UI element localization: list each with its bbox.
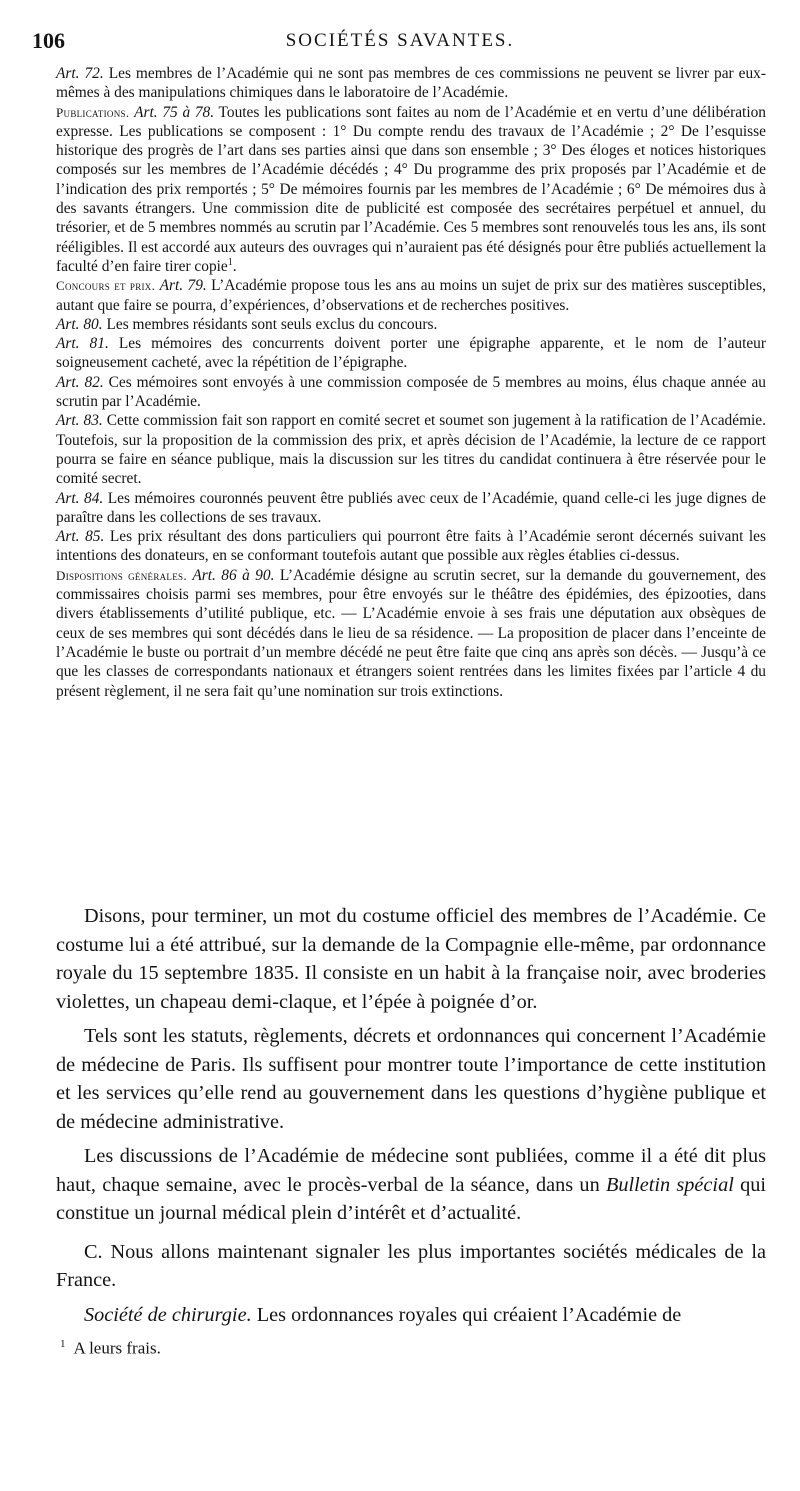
running-title: SOCIÉTÉS SAVANTES. <box>285 30 515 51</box>
article-85: Art. 85. Les prix résultant des dons particuliers qui pourront être faits à l’Académie seront décernés suivant les intentions des donateurs, en se conformant toutefois autant que possible aux règles établies ci-dessus. <box>56 528 767 565</box>
article-84: Art. 84. Les mémoires couronnés peuvent être publiés avec ceux de l’Académie, quand celle-ci les juge dignes de paraître dans les collections de ses travaux. <box>56 489 767 526</box>
page-header <box>32 28 768 58</box>
regulations-text <box>56 64 766 701</box>
paragraph-bulletin: Les discussions de l’Académie de médecine sont publiées, comme il a été dit plus haut, chaque semaine, avec le procès-verbal de la séance, dans un Bulletin spécial qui constitue un journal médical plein d’intérêt et d’actualité. <box>56 1145 766 1224</box>
article-82: Art. 82. Ces mémoires sont envoyés à une commission composée de 5 membres au moins, élus chaque année au scrutin par l’Académie. <box>56 373 766 411</box>
article-79: Concours et prix. Art. 79. L’Académie propose tous les ans au moins un sujet de prix sur des matières susceptibles, autant que faire se pourra, d’expériences, d’observations et de recherches positives. <box>56 277 766 314</box>
section-label: Concours et prix. <box>56 278 156 294</box>
section-label: Dispositions générales. <box>56 567 187 583</box>
article-86-90: Dispositions générales. Art. 86 à 90. L’Académie désigne au scrutin secret, sur la demande du gouvernement, des commissaires choisis parmi ses membres, pour être envoyés sur le théâtre des épidémies, des épizooties, dans divers établissements d’utilité publique, etc. — L’Académie envoie à ses frais une députation aux obsèques de ceux de ses membres qui sont décédés dans le lieu de sa résidence. — La proposition de placer dans l’enceinte de l’Académie le buste ou portrait d’un membre décédé ne peut être faite que cinq ans après son décès. — Jusqu’à ce que les classes de correspondants nationaux et étrangers soient rentrées dans les limites fixées par l’article 4 du présent règlement, il ne sera fait qu’une nomination sur trois extinctions. <box>56 566 766 700</box>
article-75-78: Publications. Art. 75 à 78. Toutes les publications sont faites au nom de l’Académie et en vertu d’une délibération expresse. Les publications se composent : 1° Du compte rendu des travaux de l’Académie ; 2° De l’esquisse historique des progrès de l’art dans ses parties ainsi que dans son ensemble ; 3° Des éloges et notices historiques composés sur les membres de l’Académie décédés ; 4° Du programme des prix proposés par l’Académie et de l’indication des prix remportés ; 5° De mémoires fournis par les membres de l’Académie ; 6° De mémoires dus à des savants étrangers. Une commission dite de publicité est composée des secrétaires perpétuel et annuel, du trésorier, et de 5 membres nommés au scrutin par l’Académie. Ces 5 membres sont renouvelés tous les ans, ils sont rééligibles. Il est accordé aux auteurs des ouvrages qui n’auraient pas été désignés pour être publiés actuellement la faculté d’en faire tirer copie$^1$. <box>56 103 766 275</box>
article-72: Art. 72. Les membres de l’Académie qui ne sont pas membres de ces commissions ne peuvent se livrer par eux-mêmes à des manipulations chimiques dans le laboratoire de l’Académie. <box>56 65 766 102</box>
article-80: Art. 80. Les membres résidants sont seuls exclus du concours. <box>56 315 438 333</box>
page-number: 106 <box>32 28 65 53</box>
footnote-mark: 1 <box>60 1338 66 1350</box>
paragraph-costume: Disons, pour terminer, un mot du costume officiel des membres de l’Académie. Ce costume lui a été attribué, sur la demande de la Compagnie elle-même, par ordonnance royale du 15 septembre 1835. Il consiste en un habit à la française noir, avec broderies violettes, un chapeau demi-claque, et l’épée à poignée d’or. <box>56 905 766 1013</box>
paragraph-chirurgie: Société de chirurgie. Les ordonnances royales qui créaient l’Académie de <box>84 1303 682 1326</box>
paragraph-societes: C. Nous allons maintenant signaler les plus importantes sociétés médicales de la France. <box>56 1240 766 1291</box>
footnote <box>60 1338 161 1359</box>
footnote-text: A leurs frais. <box>73 1338 161 1358</box>
article-81: Art. 81. Les mémoires des concurrents doivent porter une épigraphe apparente, et le nom de l’auteur soigneusement cacheté, avec la répétition de l’épigraphe. <box>56 335 766 372</box>
article-83: Art. 83. Cette commission fait son rapport en comité secret et soumet son jugement à la ratification de l’Académie. Toutefois, sur la proposition de la commission des prix, et après décision de l’Académie, la lecture de ce rapport pourra se faire en séance publique, mais la discussion sur les titres du candidat continuera à être réservée pour le comité secret. <box>56 412 766 488</box>
main-text <box>56 902 766 1335</box>
paragraph-statuts: Tels sont les statuts, règlements, décrets et ordonnances qui concernent l’Académie de médecine de Paris. Ils suffisent pour montrer toute l’importance de cette institution et les services qu’elle rend au gouvernement dans les questions d’hygiène publique et de médecine administrative. <box>56 1025 766 1133</box>
footnote-reference: 1 <box>227 256 233 268</box>
section-label: Publications. <box>56 104 130 120</box>
